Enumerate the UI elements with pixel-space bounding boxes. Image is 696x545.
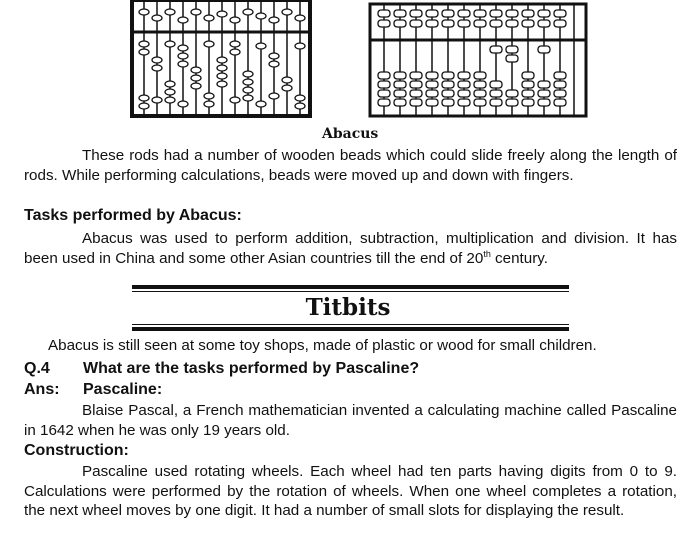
abacus-image-left [130, 0, 312, 118]
construction-heading: Construction: [24, 442, 129, 459]
abacus-rods-paragraph [24, 146, 677, 185]
titbits-top-rule-thin [132, 291, 569, 292]
answer-label: Ans: [24, 381, 60, 398]
titbits-top-rule-thick [132, 285, 569, 289]
pascaline-text: Blaise Pascal, a French mathematician invented a calculating machine called Pascaline in 1642 when he was only 19 years old. [24, 402, 677, 439]
titbits-text: Abacus is still seen at some toy shops, made of plastic or wood for small children. [48, 337, 597, 354]
abacus-tasks-text: Abacus was used to perform addition, subtraction, multiplication and division. It has been used in China and some other Asian countries till the end of 20 [24, 230, 677, 267]
pascaline-paragraph [24, 401, 677, 440]
abacus-tasks-paragraph [24, 229, 677, 268]
abacus-rods-text: These rods had a number of wooden beads which could slide freely along the length of rods. While performing calculations, beads were moved up and down with fingers. [24, 147, 677, 184]
titbits-title: Titbits [305, 294, 391, 321]
tasks-heading: Tasks performed by Abacus: [24, 207, 242, 224]
question-text: What are the tasks performed by Pascaline? [83, 360, 420, 377]
titbits-bottom-rule-thin [132, 324, 569, 325]
abacus-tasks-text-end: century. [490, 249, 548, 267]
question-label: Q.4 [24, 360, 50, 377]
answer-heading: Pascaline: [83, 381, 163, 398]
superscript-th: th [483, 248, 491, 259]
construction-paragraph [24, 462, 677, 521]
figure-caption: Abacus [322, 126, 379, 142]
construction-text: Pascaline used rotating wheels. Each wheel had ten parts having digits from 0 to 9. Calculations were performed by the rotation of wheels. When one wheel completes a rotation, the next wheel moves by one digit. It had a number of small slots for displaying the result. [24, 463, 677, 519]
titbits-bottom-rule-thick [132, 327, 569, 331]
abacus-image-right [368, 0, 588, 120]
